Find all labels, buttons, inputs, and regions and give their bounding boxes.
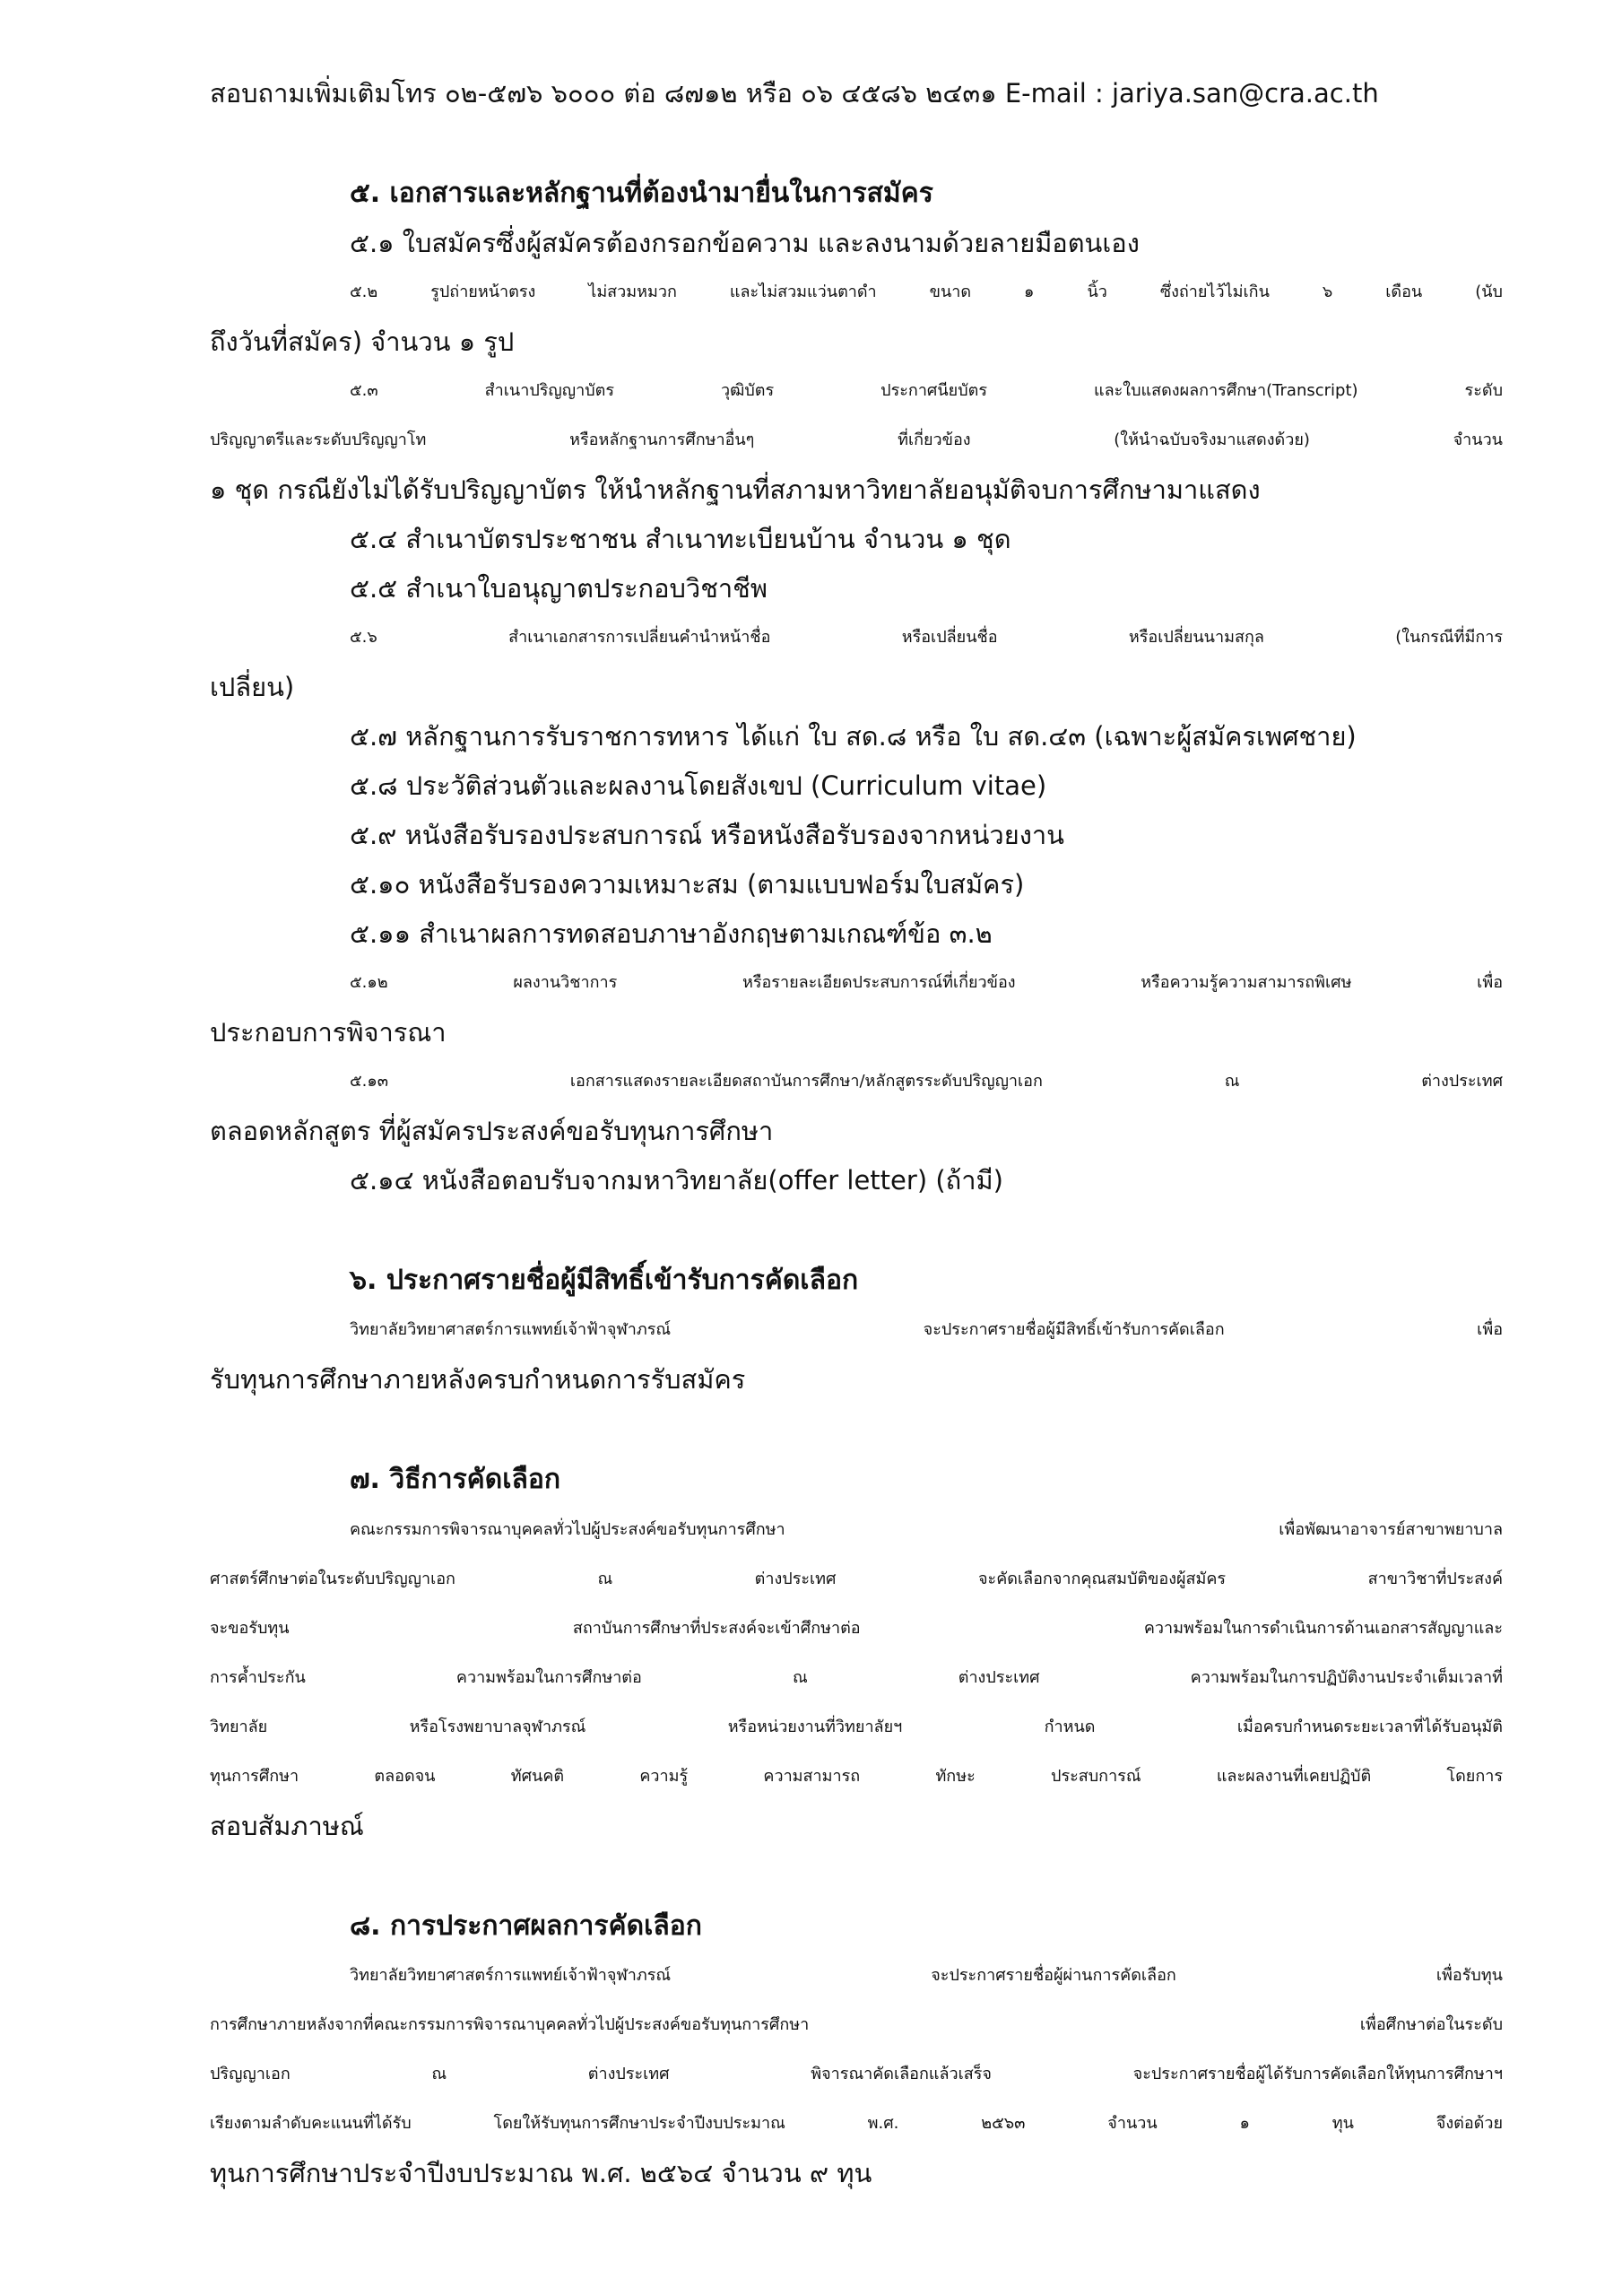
section-5-line: ๑ ชุด กรณียังไม่ได้รับปริญญาบัตร ให้นำหลักฐานที่สภามหาวิทยาลัยอนุมัติจบการศึกษามาแสดง [210, 474, 1261, 505]
section-5-line: ๕.๑๐ หนังสือรับรองความเหมาะสม (ตามแบบฟอร์มใบสมัคร) [350, 869, 1025, 900]
section-7-heading: ๗. วิธีการคัดเลือก [350, 1464, 561, 1495]
section-5-line: ๕.๑๒ ผลงานวิชาการ หรือรายละเอียดประสบการณ์ที่เกี่ยวข้อง หรือความรู้ความสามารถพิเศษ เพื่อ [350, 973, 1503, 992]
section-8-line: เรียงตามลำดับคะแนนที่ได้รับ โดยให้รับทุนการศึกษาประจำปีงบประมาณ พ.ศ. ๒๕๖๓ จำนวน ๑ ทุน จึงต่อด้วย [210, 2114, 1503, 2133]
section-7-line: วิทยาลัย หรือโรงพยาบาลจุฬาภรณ์ หรือหน่วยงานที่วิทยาลัยฯ กำหนด เมื่อครบกำหนดระยะเวลาที่ได้รับอนุมัติ [210, 1718, 1503, 1736]
section-5-line: ๕.๔ สำเนาบัตรประชาชน สำเนาทะเบียนบ้าน จำนวน ๑ ชุด [350, 524, 1011, 554]
section-5-line: ๕.๕ สำเนาใบอนุญาตประกอบวิชาชีพ [350, 573, 768, 604]
section-5-line: ๕.๑๓ เอกสารแสดงรายละเอียดสถาบันการศึกษา/หลักสูตรระดับปริญญาเอก ณ ต่างประเทศ [350, 1072, 1503, 1091]
section-5-line: ๕.๗ หลักฐานการรับราชการทหาร ได้แก่ ใบ สด.๘ หรือ ใบ สด.๔๓ (เฉพาะผู้สมัครเพศชาย) [350, 721, 1357, 752]
section-6-line: วิทยาลัยวิทยาศาสตร์การแพทย์เจ้าฟ้าจุฬาภรณ์ จะประกาศรายชื่อผู้มีสิทธิ์เข้ารับการคัดเลือก เพื่อ [350, 1320, 1503, 1339]
section-5-line: ๕.๓ สำเนาปริญญาบัตร วุฒิบัตร ประกาศนียบัตร และใบแสดงผลการศึกษา(Transcript) ระดับ [350, 381, 1503, 400]
section-8-line: การศึกษาภายหลังจากที่คณะกรรมการพิจารณาบุคคลทั่วไปผู้ประสงค์ขอรับทุนการศึกษา เพื่อศึกษาต่อในระดับ [210, 2015, 1503, 2034]
section-5-line: ๕.๑ ใบสมัครซึ่งผู้สมัครต้องกรอกข้อความ และลงนามด้วยลายมือตนเอง [350, 228, 1140, 258]
section-7-line: การค้ำประกัน ความพร้อมในการศึกษาต่อ ณ ต่างประเทศ ความพร้อมในการปฏิบัติงานประจำเต็มเวลาที่ [210, 1668, 1503, 1687]
section-5-line: เปลี่ยน) [210, 672, 295, 702]
section-6-heading: ๖. ประกาศรายชื่อผู้มีสิทธิ์เข้ารับการคัดเลือก [350, 1265, 859, 1296]
section-5-line: ปริญญาตรีและระดับปริญญาโท หรือหลักฐานการศึกษาอื่นๆ ที่เกี่ยวข้อง (ให้นำฉบับจริงมาแสดงด้วย) จำนวน [210, 430, 1503, 449]
section-7-line: ทุนการศึกษา ตลอดจน ทัศนคติ ความรู้ ความสามารถ ทักษะ ประสบการณ์ และผลงานที่เคยปฏิบัติ โดยการ [210, 1767, 1503, 1786]
section-5-line: ๕.๑๔ หนังสือตอบรับจากมหาวิทยาลัย(offer letter) (ถ้ามี) [350, 1165, 1003, 1196]
section-5-line: ๕.๙ หนังสือรับรองประสบการณ์ หรือหนังสือรับรองจากหน่วยงาน [350, 820, 1064, 850]
section-8-line: ปริญญาเอก ณ ต่างประเทศ พิจารณาคัดเลือกแล้วเสร็จ จะประกาศรายชื่อผู้ได้รับการคัดเลือกให้ทุนการศึกษาฯ [210, 2065, 1503, 2083]
section-5-line: ๕.๒ รูปถ่ายหน้าตรง ไม่สวมหมวก และไม่สวมแว่นตาดำ ขนาด ๑ นิ้ว ซึ่งถ่ายไว้ไม่เกิน ๖ เดือน (นับ [350, 283, 1503, 301]
section-5-line: ๕.๘ ประวัติส่วนตัวและผลงานโดยสังเขป (Curriculum vitae) [350, 770, 1047, 801]
section-7-line: ศาสตร์ศึกษาต่อในระดับปริญญาเอก ณ ต่างประเทศ จะคัดเลือกจากคุณสมบัติของผู้สมัคร สาขาวิชาที่ประสงค์ [210, 1570, 1503, 1588]
section-7-line: สอบสัมภาษณ์ [210, 1811, 364, 1841]
section-8-line: วิทยาลัยวิทยาศาสตร์การแพทย์เจ้าฟ้าจุฬาภรณ์ จะประกาศรายชื่อผู้ผ่านการคัดเลือก เพื่อรับทุน [350, 1966, 1503, 1985]
section-7-line: จะขอรับทุน สถาบันการศึกษาที่ประสงค์จะเข้าศึกษาต่อ ความพร้อมในการดำเนินการด้านเอกสารสัญญาและ [210, 1619, 1503, 1638]
section-5-line: ๕.๑๑ สำเนาผลการทดสอบภาษาอังกฤษตามเกณฑ์ข้อ ๓.๒ [350, 918, 993, 949]
section-5-line: ประกอบการพิจารณา [210, 1017, 447, 1048]
section-8-heading: ๘. การประกาศผลการคัดเลือก [350, 1910, 702, 1942]
section-5-heading: ๕. เอกสารและหลักฐานที่ต้องนำมายื่นในการสมัคร [350, 178, 933, 209]
section-8-line: ทุนการศึกษาประจำปีงบประมาณ พ.ศ. ๒๕๖๔ จำนวน ๙ ทุน [210, 2158, 872, 2188]
section-5-line: ๕.๖ สำเนาเอกสารการเปลี่ยนคำนำหน้าชื่อ หรือเปลี่ยนชื่อ หรือเปลี่ยนนามสกุล (ในกรณีที่มีการ [350, 628, 1503, 647]
section-5-line: ตลอดหลักสูตร ที่ผู้สมัครประสงค์ขอรับทุนการศึกษา [210, 1116, 774, 1146]
section-7-line: คณะกรรมการพิจารณาบุคคลทั่วไปผู้ประสงค์ขอรับทุนการศึกษา เพื่อพัฒนาอาจารย์สาขาพยาบาล [350, 1520, 1503, 1539]
section-6-line: รับทุนการศึกษาภายหลังครบกำหนดการรับสมัคร [210, 1364, 746, 1395]
section-5-line: ถึงวันที่สมัคร) จำนวน ๑ รูป [210, 326, 515, 357]
contact-line: สอบถามเพิ่มเติมโทร ๐๒-๕๗๖ ๖๐๐๐ ต่อ ๘๗๑๒ หรือ ๐๖ ๔๕๘๖ ๒๔๓๑ E-mail : jariya.san@cra.ac.th [210, 78, 1379, 109]
